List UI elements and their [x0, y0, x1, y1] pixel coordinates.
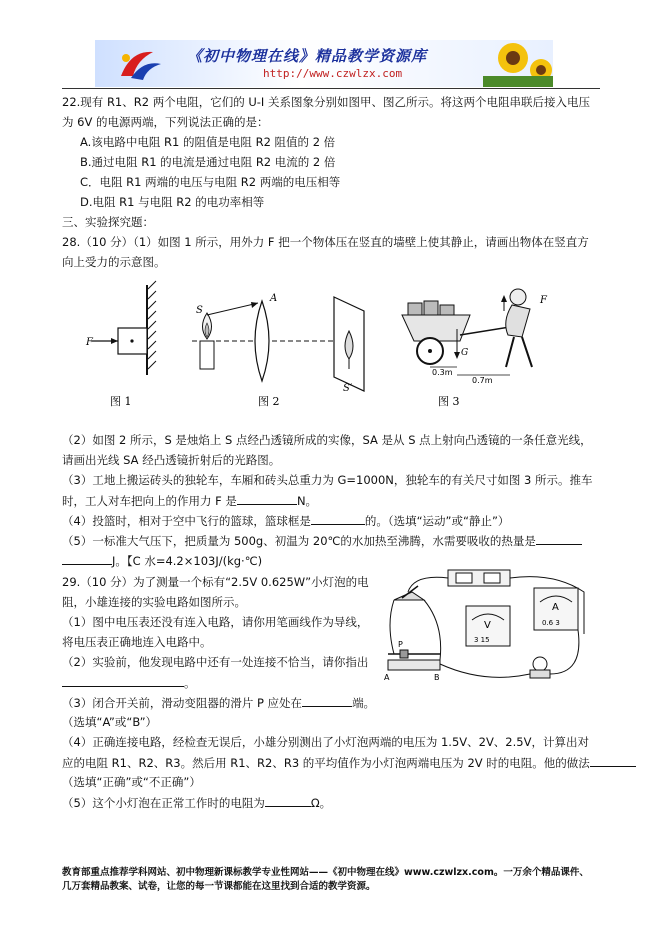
svg-text:0.7m: 0.7m	[472, 376, 493, 385]
figure-2-caption: 图 2	[258, 395, 280, 408]
banner-title: 《初中物理在线》精品教学资源库	[187, 47, 428, 65]
q28-stem-1: 28.（10 分）（1）如图 1 所示，用外力 F 把一个物体压在竖直的墙壁上使其静止，请画出物体在竖直方	[62, 235, 589, 249]
figure-3	[402, 289, 548, 408]
q22-stem-2: 为 6V 的电源两端，下列说法正确的是：	[62, 115, 269, 129]
footer-line-2: 几万套精品教案、试卷，让您的每一节课都能在这里找到合适的教学资源。	[62, 881, 376, 892]
svg-text:V: V	[484, 620, 491, 631]
q28-part5-a: （5）一标准大气压下，把质量为 500g、初温为 20℃的水加热至沸腾，水需要吸收的热量是	[62, 532, 582, 549]
answer-blank[interactable]	[590, 754, 636, 767]
site-logo	[117, 46, 163, 82]
q28-part2-a: （2）如图 2 所示，S 是烛焰上 S 点经凸透镜所成的实像，SA 是从 S 点上射向凸透镜的一条任意光线，	[62, 433, 592, 447]
figure-1-caption: 图 1	[110, 395, 132, 408]
q28-stem-2: 向上受力的示意图。	[62, 255, 166, 269]
answer-blank[interactable]	[237, 492, 297, 505]
svg-text:0.6 3: 0.6 3	[542, 619, 560, 627]
svg-text:3 15: 3 15	[474, 636, 490, 644]
svg-text:A: A	[384, 673, 390, 682]
q28-part3-a: （3）工地上搬运砖头的独轮车，车厢和砖头总重力为 G=1000N，独轮车的有关尺寸如图 3 所示。推车	[62, 473, 593, 487]
q29-line-12: （5）这个小灯泡在正常工作时的电阻为 Ω。	[62, 796, 332, 810]
svg-text:P: P	[398, 640, 403, 649]
q29-circuit-figure	[384, 564, 602, 692]
q29-line-11: （选填“正确”或“不正确”）	[62, 775, 201, 789]
sunflower-image	[483, 40, 553, 87]
q28-part5-b: J。【C 水=4.2×103J/(kg·℃)	[62, 552, 262, 569]
header-rule	[62, 88, 600, 89]
q28-figures	[62, 275, 602, 415]
section-heading: 三、实验探究题：	[62, 215, 154, 229]
answer-blank[interactable]	[311, 512, 365, 525]
answer-blank[interactable]	[536, 532, 582, 545]
figure-2	[192, 293, 364, 408]
answer-blank[interactable]	[302, 694, 352, 707]
q29-line-1: 29.（10 分）为了测量一个标有“2.5V 0.625W”小灯泡的电	[62, 575, 369, 589]
svg-text:G: G	[461, 348, 469, 358]
q29-line-9: （4）正确连接电路，经检查无误后，小雄分别测出了小灯泡两端的电压为 1.5V、2V、2.5V，计算出对	[62, 735, 589, 749]
header-banner	[95, 40, 553, 87]
svg-text:F: F	[540, 295, 547, 306]
q29-line-6: 。	[62, 674, 196, 691]
q29-line-8: （选填“A”或“B”）	[62, 715, 158, 729]
answer-blank[interactable]	[62, 674, 184, 687]
svg-text:S: S	[196, 305, 203, 316]
figure-1	[85, 281, 156, 408]
svg-text:B: B	[434, 673, 440, 682]
q28-part2-b: 请画出光线 SA 经凸透镜折射后的光路图。	[62, 453, 281, 467]
answer-blank[interactable]	[62, 552, 112, 565]
svg-text:S′: S′	[343, 383, 353, 394]
q22-option-c: C．电阻 R1 两端的电压与电阻 R2 两端的电压相等	[80, 175, 341, 189]
q28-part4: （4）投篮时，相对于空中飞行的篮球，篮球框是 的。（选填“运动”或“静止”）	[62, 514, 510, 528]
q22-stem-1: 22.现有 R1、R2 两个电阻，它们的 U-I 关系图象分别如图甲、图乙所示。将这两个电阻串联后接入电压	[62, 95, 590, 109]
footer-line-1: 教育部重点推荐学科网站、初中物理新课标教学专业性网站——《初中物理在线》www.czwlzx.com。一万余个精品课件、	[62, 867, 589, 878]
q29-line-5: （2）实验前，他发现电路中还有一处连接不恰当，请你指出	[62, 655, 369, 669]
svg-text:F: F	[86, 337, 93, 348]
q29-line-2: 阻，小雄连接的实验电路如图所示。	[62, 595, 246, 609]
q22-option-d: D.电阻 R1 与电阻 R2 的电功率相等	[80, 195, 265, 209]
svg-text:A: A	[270, 293, 278, 304]
svg-text:A: A	[552, 602, 559, 613]
q28-part3-b: 时，工人对车把向上的作用力 F 是 N。	[62, 494, 318, 508]
q29-line-3: （1）图中电压表还没有连入电路，请你用笔画线作为导线，	[62, 615, 369, 629]
answer-blank[interactable]	[265, 794, 311, 807]
banner-url[interactable]: http://www.czwlzx.com	[263, 67, 403, 80]
q29-line-10: 应的电阻 R1、R2、R3。然后用 R1、R2、R3 的平均值作为小灯泡两端电压为 2V 时的电阻。他的做法	[62, 754, 636, 771]
q29-line-4: 将电压表正确地连入电路中。	[62, 635, 212, 649]
q29-line-7: （3）闭合开关前，滑动变阻器的滑片 P 应处在 端。	[62, 696, 376, 710]
figure-3-caption: 图 3	[438, 395, 460, 408]
svg-text:0.3m: 0.3m	[432, 368, 453, 377]
q22-option-a: A.该电路中电阻 R1 的阻值是电阻 R2 阻值的 2 倍	[80, 135, 336, 149]
q22-option-b: B.通过电阻 R1 的电流是通过电阻 R2 电流的 2 倍	[80, 155, 336, 169]
